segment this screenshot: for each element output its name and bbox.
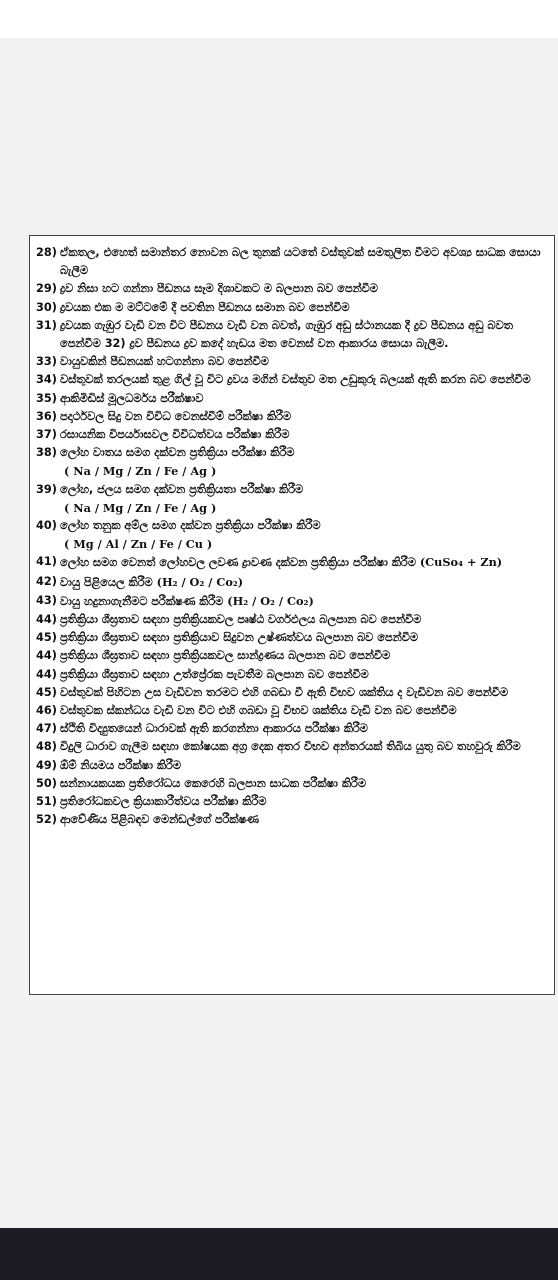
list-item bbox=[36, 793, 548, 811]
item-element-list: ( Mg / Al / Zn / Fe / Cu ) bbox=[64, 537, 213, 552]
item-text bbox=[60, 757, 548, 775]
item-number: 46) bbox=[36, 704, 57, 718]
item-text-content: ලෝහ සමග වෙනත් ලෝහවල ලවණ ද්‍රාවණ දක්වන ප්‍රතික්‍රියා පරීක්ෂා කිරීම bbox=[60, 556, 416, 570]
item-text-content: වස්තුවක් පිහිටන උස වැඩිවන තරමට එහි ගබඩා වී ඇති විභව ශක්තිය ද වැඩිවන බව පෙන්වීම bbox=[60, 685, 509, 699]
item-text-content: ද්‍රවයක ගැඹුර වැඩි වන විට පීඩනය වැඩි වන බවත්, ගැඹුර අඩු ස්ථානයක දී ද්‍රව පීඩනය අඩු බවත පෙන්වීම 32) ද්‍රව පීඩනය ද්‍රව කදේ හැඩය මත වෙනස් වන ආකාරය සොයා බැලීම. bbox=[60, 318, 513, 351]
item-number: 42) bbox=[36, 574, 57, 588]
item-text bbox=[60, 553, 548, 572]
item-text-content: ද්‍රවයක එක ම මට්ටමේ දී පවතින පීඩනය සමාන බව පෙන්වීම bbox=[60, 300, 350, 314]
item-text-content: වායුවකින් පීඩනයක් හටගන්නා බව පෙන්වීම bbox=[60, 355, 269, 369]
item-number: 30) bbox=[36, 300, 57, 314]
item-number: 45) bbox=[36, 685, 57, 699]
item-number: 50) bbox=[36, 776, 57, 790]
list-item bbox=[36, 775, 548, 793]
item-text bbox=[60, 702, 548, 720]
item-text bbox=[60, 647, 548, 665]
item-number: 43) bbox=[36, 593, 57, 607]
list-item bbox=[36, 611, 548, 629]
item-text bbox=[60, 426, 548, 444]
item-text bbox=[60, 299, 548, 317]
item-text bbox=[60, 793, 548, 811]
item-text bbox=[60, 317, 548, 353]
bottom-navigation-bar bbox=[0, 1228, 558, 1280]
list-item bbox=[36, 573, 548, 592]
item-number: 37) bbox=[36, 428, 57, 442]
list-item bbox=[36, 299, 548, 317]
document-page bbox=[29, 235, 555, 995]
item-text bbox=[60, 738, 548, 756]
item-number: 39) bbox=[36, 482, 57, 496]
item-text-content: ඕම් නියමය පරීක්ෂා කිරීම bbox=[60, 758, 181, 772]
list-item bbox=[36, 811, 548, 829]
item-text bbox=[60, 684, 548, 702]
item-number: 44) bbox=[36, 667, 57, 681]
item-formula: (H₂ / O₂ / Co₂) bbox=[227, 593, 314, 608]
item-text-content: සන්නායකයක ප්‍රතිරෝධය කෙරෙහි බලපාන සාධක පරීක්ෂා කිරීම bbox=[60, 776, 366, 790]
item-text-content: වායු පිළියෙල කිරීම bbox=[60, 575, 153, 589]
item-number: 29) bbox=[36, 282, 57, 296]
item-number: 35) bbox=[36, 391, 57, 405]
list-item bbox=[36, 280, 548, 298]
item-text-content: පදාර්ථවල සිදු වන විවිධ වෙනස්වීම් පරීක්ෂා කිරීම bbox=[60, 409, 292, 423]
list-item bbox=[36, 317, 548, 353]
item-text bbox=[60, 481, 548, 499]
list-item bbox=[36, 390, 548, 408]
item-text-content: ආවේණිය පිළිබඳව මෙන්ඩල්ගේ පරීක්ෂණ bbox=[60, 813, 259, 827]
item-number: 51) bbox=[36, 795, 57, 809]
item-number: 38) bbox=[36, 446, 57, 460]
item-text bbox=[60, 720, 548, 738]
item-text-content: වස්තුවක ස්කන්ධය වැඩි වන විට එහි ගබඩා වූ විභව ශක්තිය වැඩි වන බව පෙන්වීම bbox=[60, 704, 457, 718]
item-text-content: විදුලි ධාරාව ගැලීම සඳහා කෝෂයක අග්‍ර දෙක අතර විභව අන්තරයක් තිබිය යුතු බව තහවුරු කිරීම bbox=[60, 740, 521, 754]
item-number: 40) bbox=[36, 519, 57, 533]
item-text-content: ස්ථිති විද්‍යුතයෙන් ධාරාවක් ඇති කරගන්නා ආකාරය පරීක්ෂා කිරීම bbox=[60, 722, 368, 736]
item-number: 31) bbox=[36, 318, 57, 332]
item-text-content: ආකිමිඩිස් මූලධර්මය පරීක්ෂාව bbox=[60, 391, 204, 405]
item-text-content: ප්‍රතිරෝධකවල ක්‍රියාකාරීත්වය පරීක්ෂා කිරීම bbox=[60, 795, 267, 809]
item-number: 47) bbox=[36, 722, 57, 736]
item-text bbox=[60, 371, 548, 389]
item-text bbox=[60, 629, 548, 647]
item-number: 34) bbox=[36, 373, 57, 387]
list-item bbox=[36, 444, 548, 462]
item-text bbox=[60, 592, 548, 611]
item-text bbox=[60, 811, 548, 829]
item-text bbox=[60, 353, 548, 371]
item-text bbox=[60, 666, 548, 684]
list-item bbox=[36, 647, 548, 665]
item-text-content: ලෝහ වාතය සමග දක්වන ප්‍රතික්‍රියා පරීක්ෂා කිරීම bbox=[60, 446, 295, 460]
list-item bbox=[36, 553, 548, 572]
item-text-content: වස්තුවක් තරලයක් තුළ ගිල් වූ විට ද්‍රවය මගින් වස්තුව මත උඩුකුරු බලයක් ඇති කරන බව පෙන්වීම bbox=[60, 373, 531, 387]
top-bar bbox=[0, 0, 558, 38]
list-item bbox=[36, 244, 548, 280]
item-number: 28) bbox=[36, 246, 57, 259]
item-number: 41) bbox=[36, 555, 57, 569]
list-item bbox=[36, 702, 548, 720]
item-number: 44) bbox=[36, 649, 57, 663]
item-number: 36) bbox=[36, 409, 57, 423]
list-item bbox=[36, 426, 548, 444]
list-item bbox=[36, 481, 548, 499]
item-text-content: ලෝහ තනුක අම්ල සමග දක්වන ප්‍රතික්‍රියා පරීක්ෂා කිරීම bbox=[60, 519, 321, 533]
item-formula: (H₂ / O₂ / Co₂) bbox=[156, 574, 244, 589]
item-text-content: ප්‍රතික්‍රියා ශීඝ්‍රතාව සඳහා ප්‍රතික්‍රියකවල පෘෂ්ඨ වර්ගඵලය බලපාන බව පෙන්වීම bbox=[60, 613, 422, 627]
list-item bbox=[36, 720, 548, 738]
item-text bbox=[60, 573, 548, 592]
list-item bbox=[36, 371, 548, 389]
item-text-content: ප්‍රතික්‍රියා ශීඝ්‍රතාව සඳහා ප්‍රතික්‍රියකවල සාන්ද්‍රණය බලපාන බව පෙන්වීම bbox=[60, 649, 391, 663]
item-text bbox=[60, 408, 548, 426]
item-number: 48) bbox=[36, 740, 57, 754]
item-text-content: ප්‍රතික්‍රියා ශීඝ්‍රතාව සඳහා ප්‍රතික්‍රියාව සිදුවන උෂ්ණත්වය බලපාන බව පෙන්වීම bbox=[60, 631, 418, 645]
item-number: 45) bbox=[36, 631, 57, 645]
item-text-content: වායු හදුනාගැනීමට පරීක්ෂණ කිරීම bbox=[60, 594, 224, 608]
item-text bbox=[60, 517, 548, 535]
item-number: 52) bbox=[36, 813, 57, 827]
item-text-content: ඒකතල, එහෙත් සමාන්තර නොවන බල තුනක් යටතේ වස්තුවක් සමතුලිත වීමට අවශ්‍ය සාධක සොයා බැලීම bbox=[60, 246, 541, 278]
item-text bbox=[60, 390, 548, 408]
item-number: 33) bbox=[36, 355, 57, 369]
item-element-list: ( Na / Mg / Zn / Fe / Ag ) bbox=[64, 464, 217, 479]
item-text bbox=[60, 611, 548, 629]
list-item bbox=[36, 353, 548, 371]
item-text-content: ද්‍රව නිසා හට ගන්නා පීඩනය සෑම දිශාවකට ම බලපාන බව පෙන්වීම bbox=[60, 282, 378, 296]
item-element-list: ( Na / Mg / Zn / Fe / Ag ) bbox=[64, 500, 217, 515]
item-text bbox=[60, 280, 548, 298]
list-item bbox=[36, 666, 548, 684]
list-item bbox=[36, 738, 548, 756]
list-item bbox=[36, 592, 548, 611]
item-text bbox=[60, 244, 548, 280]
item-text-content: ලෝහ, ජලය සමග දක්වන ප්‍රතික්‍රියතා පරීක්ෂා කිරීම bbox=[60, 482, 304, 496]
item-text-content: ප්‍රතික්‍රියා ශීඝ්‍රතාව සඳහා උත්ප්‍රේරක පැවතීම බලපාන බව පෙන්වීම bbox=[60, 667, 369, 681]
item-number: 49) bbox=[36, 758, 57, 772]
list-item bbox=[36, 629, 548, 647]
list-item bbox=[36, 684, 548, 702]
list-item bbox=[36, 757, 548, 775]
item-formula: (CuSo₄ + Zn) bbox=[419, 555, 503, 570]
list-item bbox=[36, 517, 548, 535]
activity-list bbox=[36, 244, 548, 830]
item-text-content: රසායනික විපර්යාසවල විවිධත්වය පරීක්ෂා කිරීම bbox=[60, 428, 290, 442]
item-number: 44) bbox=[36, 613, 57, 627]
item-text bbox=[60, 444, 548, 462]
list-item bbox=[36, 408, 548, 426]
item-text bbox=[60, 775, 548, 793]
